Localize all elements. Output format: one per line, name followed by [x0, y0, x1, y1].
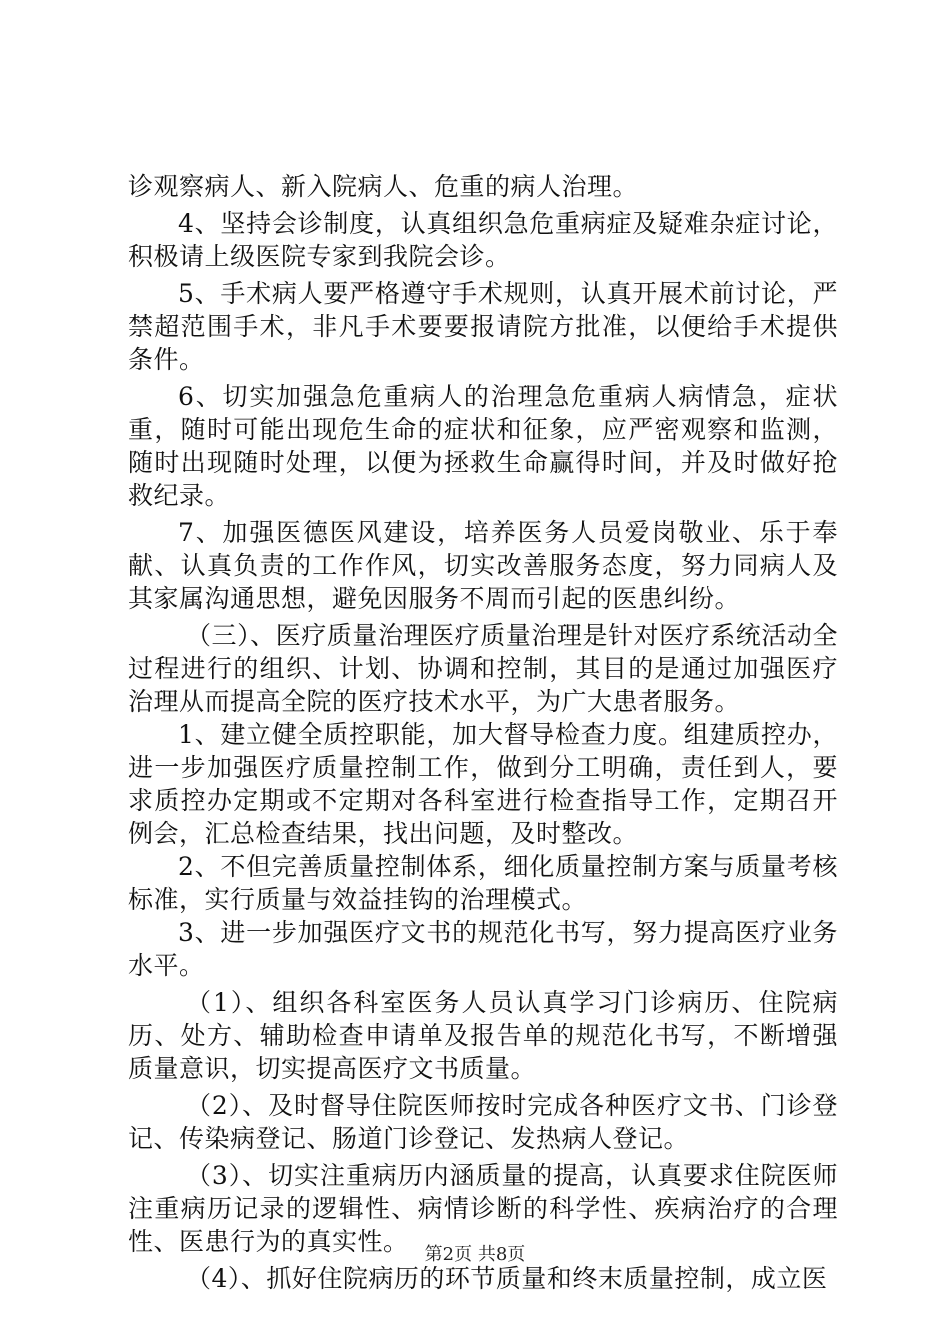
document-body	[128, 170, 838, 1295]
paragraph-point-1: （1）、组织各科室医务人员认真学习门诊病历、住院病历、处方、辅助检查申请单及报告单的规范化书写，不断增强质量意识，切实提高医疗文书质量。	[128, 988, 838, 1083]
paragraph-point-3: （3）、切实注重病历内涵质量的提高，认真要求住院医师注重病历记录的逻辑性、病情诊断的科学性、疾病治疗的合理性、医患行为的真实性。	[128, 1161, 838, 1256]
page-number-label: 第2页 共8页	[424, 1244, 526, 1265]
paragraph-sub-1: 1、建立健全质控职能，加大督导检查力度。组建质控办，进一步加强医疗质量控制工作，做到分工明确，责任到人，要求质控办定期或不定期对各科室进行检查指导工作，定期召开例会，汇总检查结果，找出问题，及时整改。	[128, 720, 838, 848]
paragraph-sub-2: 2、不但完善质量控制体系，细化质量控制方案与质量考核标准，实行质量与效益挂钩的治理模式。	[128, 852, 838, 914]
section-heading-3: （三）、医疗质量治理医疗质量治理是针对医疗系统活动全过程进行的组织、计划、协调和控制，其目的是通过加强医疗治理从而提高全院的医疗技术水平，为广大患者服务。	[128, 621, 838, 716]
paragraph-point-2: （2）、及时督导住院医师按时完成各种医疗文书、门诊登记、传染病登记、肠道门诊登记、发热病人登记。	[128, 1091, 838, 1153]
paragraph-sub-3: 3、进一步加强医疗文书的规范化书写，努力提高医疗业务水平。	[128, 918, 838, 980]
paragraph-point-4: （4）、抓好住院病历的环节质量和终末质量控制，成立医	[186, 1264, 828, 1293]
paragraph-item-4: 4、坚持会诊制度，认真组织急危重病症及疑难杂症讨论，积极请上级医院专家到我院会诊。	[128, 209, 838, 271]
page-footer	[0, 1240, 950, 1266]
paragraph-item-6: 6、切实加强急危重病人的治理急危重病人病情急，症状重，随时可能出现危生命的症状和征象，应严密观察和监测，随时出现随时处理，以便为拯救生命赢得时间，并及时做好抢救纪录。	[128, 382, 838, 510]
paragraph-item-7: 7、加强医德医风建设，培养医务人员爱岗敬业、乐于奉献、认真负责的工作作风，切实改善服务态度，努力同病人及其家属沟通思想，避免因服务不周而引起的医患纠纷。	[128, 518, 838, 613]
paragraph-continuation: 诊观察病人、新入院病人、危重的病人治理。	[128, 172, 639, 201]
paragraph-item-5: 5、手术病人要严格遵守手术规则，认真开展术前讨论，严禁超范围手术，非凡手术要要报请院方批准，以便给手术提供条件。	[128, 279, 838, 374]
